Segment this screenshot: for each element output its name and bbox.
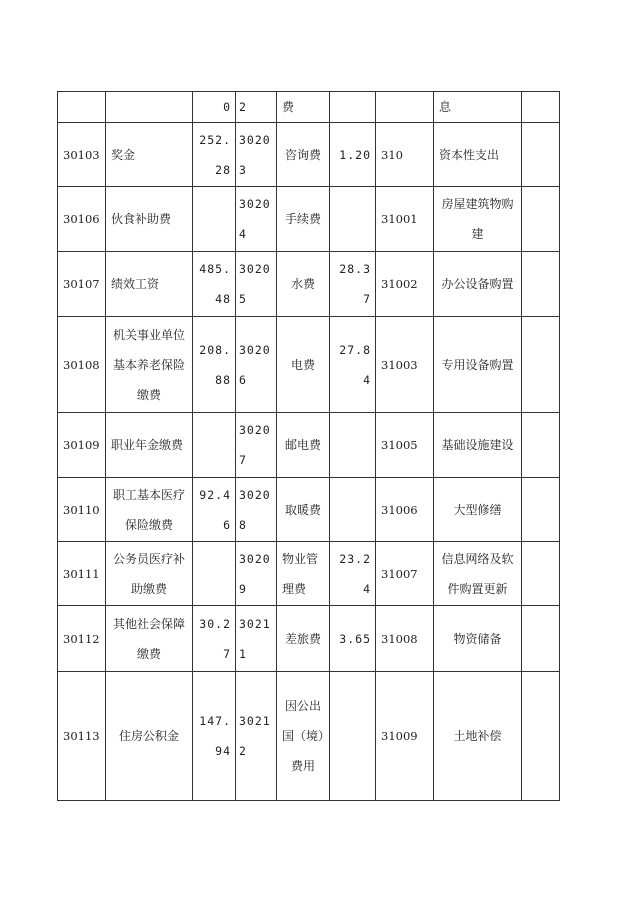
amount-cell <box>522 413 560 478</box>
econ-code-cell: 30211 <box>236 606 277 672</box>
item-name-cell: 取暖费 <box>277 478 330 542</box>
item-name-cell: 差旅费 <box>277 606 330 672</box>
item-name-cell: 伙食补助费 <box>106 187 193 252</box>
econ-code-cell: 30113 <box>58 672 106 801</box>
amount-cell <box>522 187 560 252</box>
amount-cell <box>193 187 236 252</box>
item-name-cell: 邮电费 <box>277 413 330 478</box>
amount-cell <box>522 478 560 542</box>
item-name-cell: 手续费 <box>277 187 330 252</box>
item-name-cell <box>106 92 193 123</box>
econ-code-cell: 30205 <box>236 252 277 317</box>
econ-code-cell: 30107 <box>58 252 106 317</box>
item-name-cell: 土地补偿 <box>434 672 522 801</box>
econ-code-cell: 31002 <box>376 252 434 317</box>
item-name-cell: 水费 <box>277 252 330 317</box>
amount-cell <box>193 542 236 606</box>
econ-code-cell: 31003 <box>376 317 434 413</box>
item-name-cell: 因公出国（境）费用 <box>277 672 330 801</box>
amount-cell: 28.37 <box>330 252 376 317</box>
table-row <box>58 606 560 672</box>
amount-cell <box>522 252 560 317</box>
amount-cell: 23.24 <box>330 542 376 606</box>
item-name-cell: 职工基本医疗保险缴费 <box>106 478 193 542</box>
table-row <box>58 252 560 317</box>
amount-cell: 3.65 <box>330 606 376 672</box>
econ-code-cell: 31005 <box>376 413 434 478</box>
econ-code-cell: 310 <box>376 123 434 187</box>
item-name-cell: 信息网络及软件购置更新 <box>434 542 522 606</box>
item-name-cell: 电费 <box>277 317 330 413</box>
item-name-cell: 资本性支出 <box>434 123 522 187</box>
econ-code-cell: 30204 <box>236 187 277 252</box>
econ-code-cell: 30110 <box>58 478 106 542</box>
table-row <box>58 317 560 413</box>
item-name-cell: 其他社会保障缴费 <box>106 606 193 672</box>
amount-cell: 27.84 <box>330 317 376 413</box>
item-name-cell: 专用设备购置 <box>434 317 522 413</box>
table-row <box>58 187 560 252</box>
econ-code-cell: 2 <box>236 92 277 123</box>
amount-cell <box>522 542 560 606</box>
item-name-cell: 绩效工资 <box>106 252 193 317</box>
item-name-cell: 物资储备 <box>434 606 522 672</box>
amount-cell: 208.88 <box>193 317 236 413</box>
item-name-cell: 住房公积金 <box>106 672 193 801</box>
item-name-cell: 公务员医疗补助缴费 <box>106 542 193 606</box>
econ-code-cell: 30112 <box>58 606 106 672</box>
item-name-cell: 办公设备购置 <box>434 252 522 317</box>
amount-cell <box>330 413 376 478</box>
econ-code-cell: 30209 <box>236 542 277 606</box>
econ-code-cell: 31001 <box>376 187 434 252</box>
econ-code-cell: 30207 <box>236 413 277 478</box>
amount-cell <box>522 672 560 801</box>
amount-cell: 485.48 <box>193 252 236 317</box>
amount-cell <box>522 123 560 187</box>
table-row <box>58 672 560 801</box>
econ-code-cell: 30206 <box>236 317 277 413</box>
item-name-cell: 咨询费 <box>277 123 330 187</box>
amount-cell: 0 <box>193 92 236 123</box>
econ-code-cell: 31009 <box>376 672 434 801</box>
econ-code-cell: 31006 <box>376 478 434 542</box>
amount-cell <box>193 413 236 478</box>
item-name-cell: 职业年金缴费 <box>106 413 193 478</box>
econ-code-cell <box>376 92 434 123</box>
item-name-cell: 机关事业单位基本养老保险缴费 <box>106 317 193 413</box>
econ-code-cell: 30103 <box>58 123 106 187</box>
econ-code-cell: 30212 <box>236 672 277 801</box>
econ-code-cell: 30203 <box>236 123 277 187</box>
econ-code-cell: 30108 <box>58 317 106 413</box>
amount-cell <box>522 92 560 123</box>
item-name-cell: 息 <box>434 92 522 123</box>
econ-code-cell: 30111 <box>58 542 106 606</box>
table-row <box>58 542 560 606</box>
item-name-cell: 奖金 <box>106 123 193 187</box>
amount-cell <box>330 478 376 542</box>
amount-cell <box>330 92 376 123</box>
table-row <box>58 478 560 542</box>
econ-code-cell: 31007 <box>376 542 434 606</box>
econ-code-cell <box>58 92 106 123</box>
item-name-cell: 费 <box>277 92 330 123</box>
econ-code-cell: 31008 <box>376 606 434 672</box>
amount-cell: 252.28 <box>193 123 236 187</box>
amount-cell: 147.94 <box>193 672 236 801</box>
table-row <box>58 413 560 478</box>
item-name-cell: 大型修缮 <box>434 478 522 542</box>
amount-cell <box>522 317 560 413</box>
amount-cell: 30.27 <box>193 606 236 672</box>
econ-code-cell: 30109 <box>58 413 106 478</box>
econ-code-cell: 30208 <box>236 478 277 542</box>
amount-cell: 1.20 <box>330 123 376 187</box>
budget-table <box>57 91 560 801</box>
amount-cell <box>522 606 560 672</box>
amount-cell <box>330 187 376 252</box>
amount-cell: 92.46 <box>193 478 236 542</box>
table-row <box>58 123 560 187</box>
item-name-cell: 基础设施建设 <box>434 413 522 478</box>
item-name-cell: 房屋建筑物购建 <box>434 187 522 252</box>
item-name-cell: 物业管理费 <box>277 542 330 606</box>
table-row <box>58 92 560 123</box>
econ-code-cell: 30106 <box>58 187 106 252</box>
amount-cell <box>330 672 376 801</box>
